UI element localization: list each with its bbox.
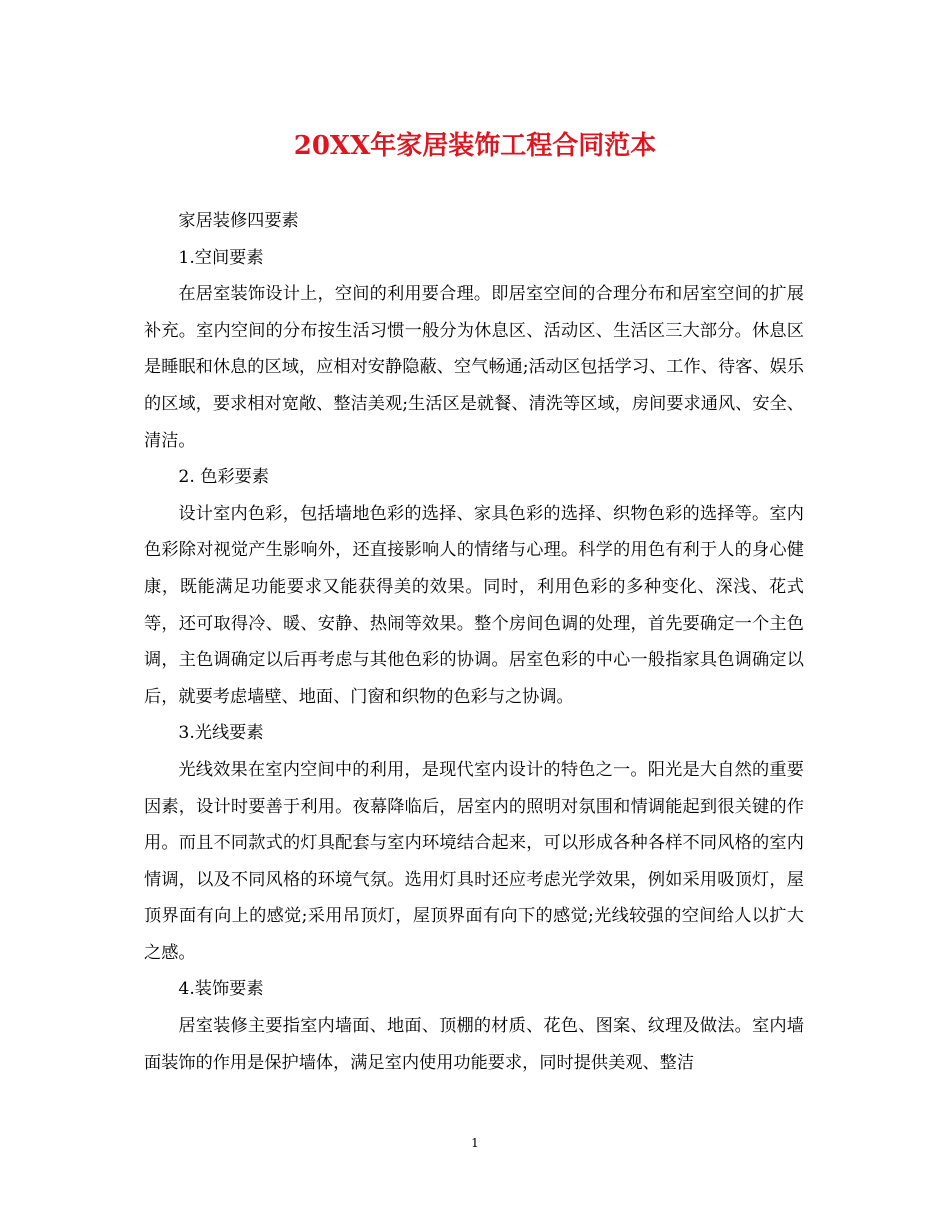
paragraph-space: 在居室装饰设计上，空间的利用要合理。即居室空间的合理分布和居室空间的扩展补充。室内空间的分布按生活习惯一般分为休息区、活动区、生活区三大部分。休息区是睡眠和休息的区域，应相对安静隐蔽、空气畅通;活动区包括学习、工作、待客、娱乐的区域，要求相对宽敞、整洁美观;生活区是就餐、清洗等区域，房间要求通风、安全、清洁。	[144, 284, 804, 451]
section-heading-light: 3.光线要素	[178, 723, 264, 744]
page-number: 1	[471, 1136, 479, 1150]
document-title: 20XX年家居装饰工程合同范本	[293, 131, 657, 161]
section-heading-space: 1.空间要素	[178, 247, 264, 268]
document-body	[144, 203, 804, 1081]
section-heading-decoration: 4.装饰要素	[178, 979, 264, 1000]
section-heading-main: 家居装修四要素	[178, 211, 299, 231]
section-heading-color: 2. 色彩要素	[178, 467, 270, 488]
paragraph-decoration: 居室装修主要指室内墙面、地面、顶棚的材质、花色、图案、纹理及做法。室内墙面装饰的作用是保护墙体，满足室内使用功能要求，同时提供美观、整洁	[144, 1016, 804, 1073]
paragraph-light: 光线效果在室内空间中的利用，是现代室内设计的特色之一。阳光是大自然的重要因素，设计时要善于利用。夜幕降临后，居室内的照明对氛围和情调能起到很关键的作用。而且不同款式的灯具配套与室内环境结合起来，可以形成各种各样不同风格的室内情调，以及不同风格的环境气氛。选用灯具时还应考虑光学效果，例如采用吸顶灯，屋顶界面有向上的感觉;采用吊顶灯，屋顶界面有向下的感觉;光线较强的空间给人以扩大之感。	[144, 759, 804, 963]
paragraph-color: 设计室内色彩，包括墙地色彩的选择、家具色彩的选择、织物色彩的选择等。室内色彩除对视觉产生影响外，还直接影响人的情绪与心理。科学的用色有利于人的身心健康，既能满足功能要求又能获得美的效果。同时，利用色彩的多种变化、深浅、花式等，还可取得冷、暖、安静、热闹等效果。整个房间色调的处理，首先要确定一个主色调，主色调确定以后再考虑与其他色彩的协调。居室色彩的中心一般指家具色调确定以后，就要考虑墙壁、地面、门窗和织物的色彩与之协调。	[144, 503, 804, 707]
